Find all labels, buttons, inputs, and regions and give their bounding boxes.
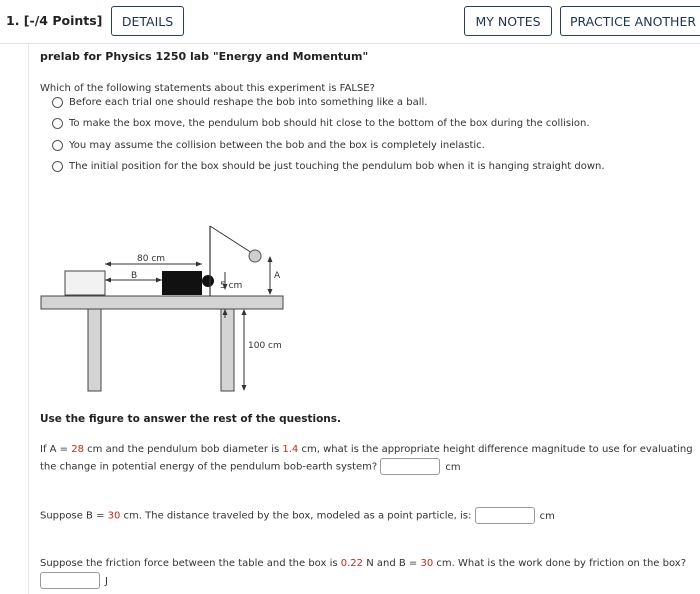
a-value: 28: [71, 444, 84, 455]
question-points-label: 1. [-/4 Points]: [6, 13, 103, 28]
option-label: The initial position for the box should be just touching the pendulum bob when it is hanging straight down.: [69, 160, 605, 172]
option-3[interactable]: [52, 137, 485, 153]
label-5-cm: 5 cm: [220, 281, 243, 291]
text-segment: cm and the pendulum bob diameter is: [83, 444, 283, 455]
table-leg-right: [221, 309, 234, 391]
my-notes-button[interactable]: MY NOTES: [464, 6, 552, 36]
b-value: 30: [420, 558, 434, 569]
details-button[interactable]: DETAILS: [111, 6, 184, 36]
arrowhead: [268, 256, 273, 262]
use-figure-instruction: Use the figure to answer the rest of the questions.: [40, 413, 342, 425]
arrowhead: [105, 278, 111, 283]
radio-button[interactable]: [52, 161, 63, 172]
text-segment: If A =: [40, 444, 72, 455]
experiment-figure: [36, 222, 286, 394]
option-label: You may assume the collision between the bob and the box is completely inelastic.: [69, 139, 485, 151]
text-segment: cm, what is the appropriate height difference magnitude to use for evaluating: [298, 444, 693, 455]
unit-label: J: [105, 575, 108, 587]
final-box-position: [65, 271, 105, 295]
radio-button[interactable]: [52, 118, 63, 129]
question-2-line-1: [40, 442, 693, 458]
pendulum-string: [210, 226, 252, 253]
arrowhead: [242, 309, 247, 315]
box: [162, 271, 202, 295]
box-distance-input[interactable]: [475, 507, 535, 524]
arrowhead: [156, 278, 162, 283]
text-segment: the change in potential energy of the pendulum bob-earth system?: [40, 461, 378, 473]
radio-button[interactable]: [52, 140, 63, 151]
label-a: A: [274, 271, 281, 281]
text-segment: N and B =: [363, 558, 421, 569]
question-4: [40, 556, 686, 590]
question-2-line-2: [40, 458, 693, 476]
friction-work-input[interactable]: [40, 572, 100, 589]
question-3: [40, 507, 555, 525]
b-value: 30: [107, 510, 121, 522]
height-difference-input[interactable]: [380, 458, 440, 475]
friction-value: 0.22: [340, 558, 364, 569]
radio-button[interactable]: [52, 97, 63, 108]
unit-label: cm: [445, 461, 461, 473]
option-label: To make the box move, the pendulum bob should hit close to the bottom of the box during the collision.: [69, 117, 590, 129]
pendulum-bob: [202, 275, 214, 287]
text-segment: cm. What is the work done by friction on the box?: [433, 558, 686, 569]
option-1[interactable]: [52, 94, 427, 110]
option-4[interactable]: [52, 158, 605, 174]
arrowhead: [196, 262, 202, 267]
left-divider: [28, 44, 29, 594]
text-segment: Suppose the friction force between the table and the box is: [40, 558, 341, 569]
arrowhead: [268, 289, 273, 295]
label-80-cm: 80 cm: [137, 254, 166, 264]
raised-bob: [249, 250, 261, 262]
option-2[interactable]: [52, 115, 590, 131]
label-100-cm: 100 cm: [248, 341, 282, 351]
question-header: [0, 0, 700, 44]
question-text: Which of the following statements about this experiment is FALSE?: [40, 83, 375, 94]
question-2: [40, 442, 693, 476]
unit-label: cm: [539, 510, 555, 522]
text-segment: cm. The distance traveled by the box, modeled as a point particle, is:: [120, 510, 472, 522]
table-leg-left: [88, 309, 101, 391]
label-b: B: [131, 271, 138, 281]
arrowhead: [105, 262, 111, 267]
question-4-line-1: [40, 556, 686, 572]
bob-diameter-value: 1.4: [282, 444, 299, 455]
text-segment: Suppose B =: [40, 510, 108, 522]
assignment-title: prelab for Physics 1250 lab "Energy and Momentum": [40, 50, 369, 63]
question-4-line-2: [40, 572, 686, 590]
arrowhead: [242, 385, 247, 391]
option-label: Before each trial one should reshape the bob into something like a ball.: [69, 96, 428, 108]
table-top: [41, 296, 283, 309]
practice-another-button[interactable]: PRACTICE ANOTHER: [560, 6, 700, 36]
